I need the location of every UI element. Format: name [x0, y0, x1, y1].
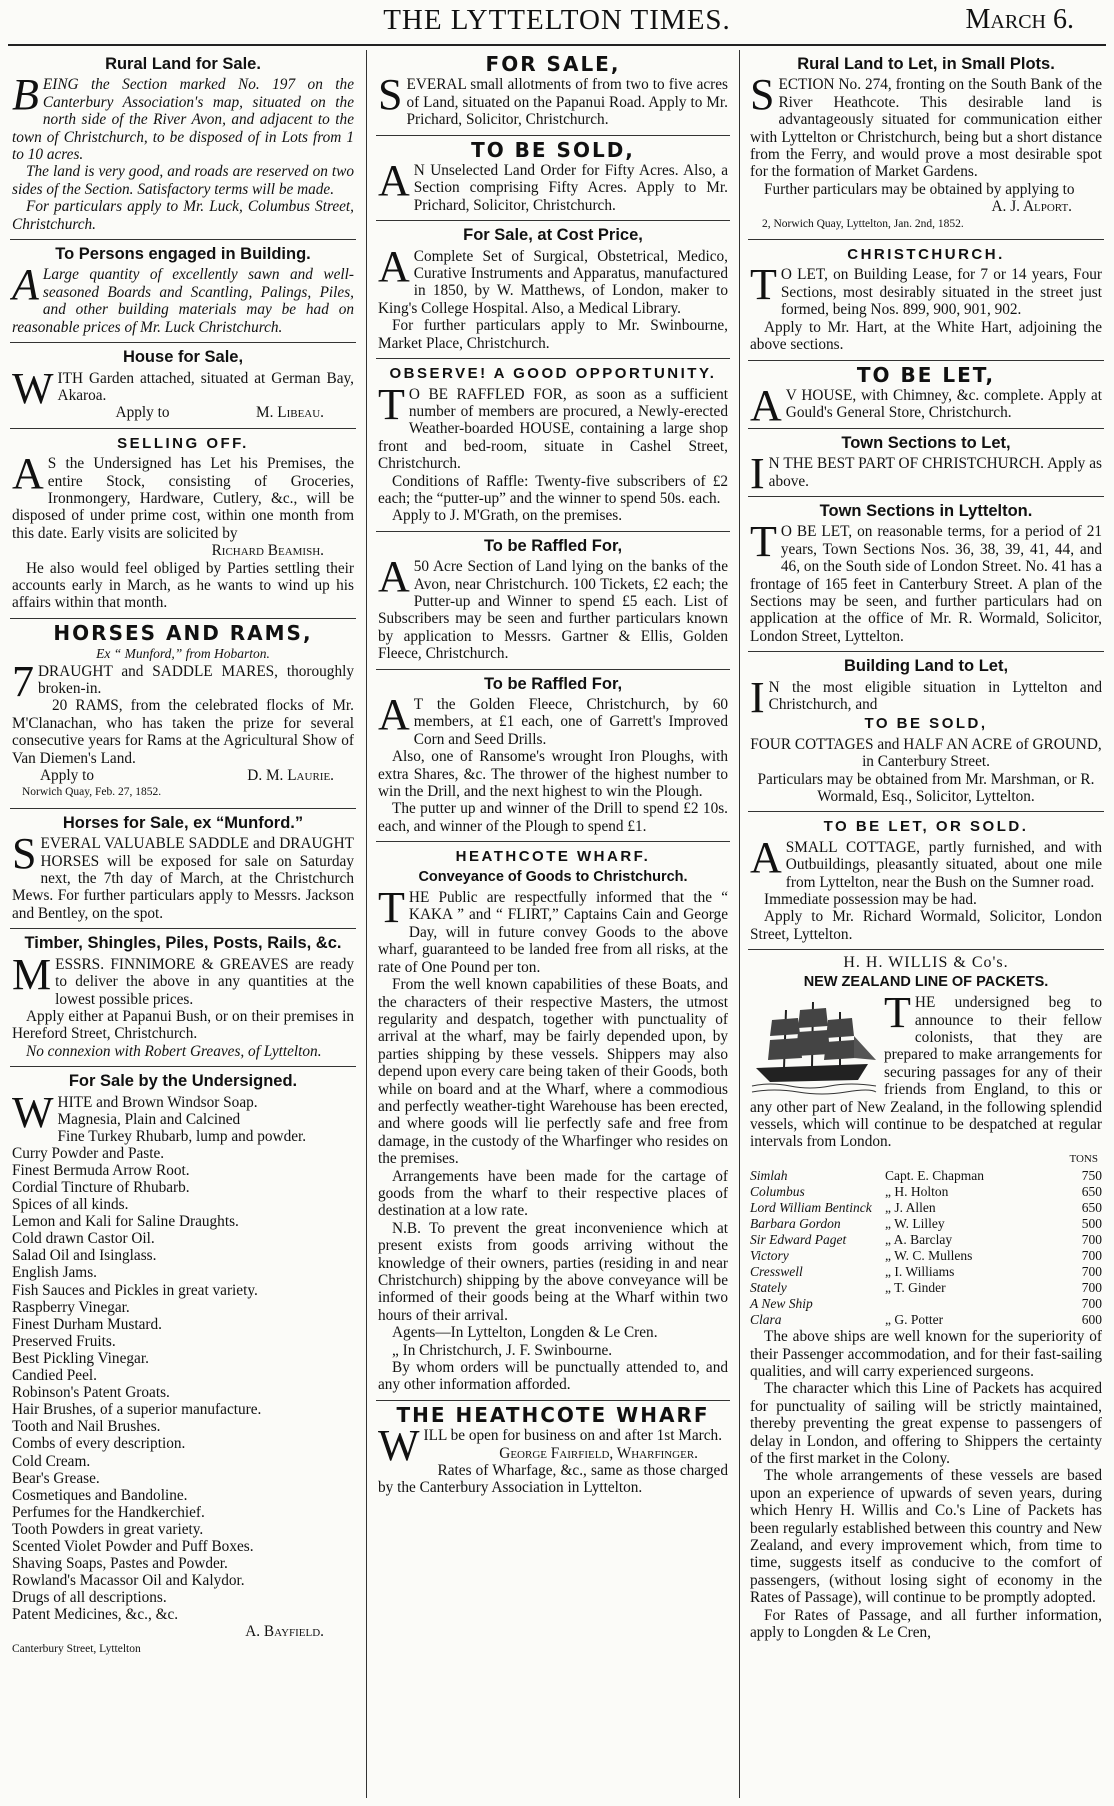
ad-text: Rates of Wharfage, &c., same as those charged by the Canterbury Association in Lyttelton.: [378, 1462, 728, 1497]
masthead: [0, 0, 1114, 40]
ship-row: Sir Edward Paget „ A. Barclay 700: [750, 1232, 1102, 1248]
ad-text: Apply either at Papanui Bush, or on their premises in Hereford Street, Christchurch.: [12, 1007, 354, 1043]
advertiser-signature: A. J. Alport.: [991, 198, 1072, 216]
agents-line: Agents—In Lyttelton, Longden & Le Cren.: [392, 1324, 658, 1342]
ship-row: Barbara Gordon „ W. Lilley 500: [750, 1216, 1102, 1232]
list-item: Combs of every description.: [12, 1435, 186, 1453]
newspaper-title: THE LYTTELTON TIMES.: [383, 4, 731, 36]
issue-date: March 6.: [965, 4, 1074, 35]
advertiser-signature: A. Bayfield.: [245, 1623, 324, 1641]
ad-text: EVERAL small allotments of from two to five acres of Land, situated on the Papanui Road. Apply to Mr. Prichard, Solicitor, Christchurch.: [406, 76, 728, 129]
ad-text: DRAUGHT and SADDLE MARES, thoroughly broken-in.: [38, 662, 354, 697]
ad-heading: SELLING OFF.: [117, 434, 249, 452]
ad-timber: [10, 929, 356, 1067]
list-item: Raspberry Vinegar.: [12, 1298, 130, 1316]
ad-heading: H. H. WILLIS & Co's.: [843, 954, 1009, 972]
ad-raffle-house: [376, 359, 730, 532]
ship-row: Clara „ G. Potter 600: [750, 1312, 1102, 1328]
ad-text: For Rates of Passage, and all further information, apply to Longden & Le Cren,: [750, 1606, 1102, 1642]
drop-cap: A: [750, 832, 782, 882]
ad-heading: FOR SALE,: [485, 52, 621, 76]
list-item: Fish Sauces and Pickles in great variety.: [12, 1281, 258, 1299]
ad-text: Apply to Mr. Richard Wormald, Solicitor, London Street, Lyttelton.: [750, 908, 1102, 943]
ad-text: The character which this Line of Packets has acquired for punctuality of sailing will be strictly maintained, thereby preventing the great expense to passengers of delay in London, and offering to Shippers the certainty of the first market in the Colony.: [750, 1380, 1102, 1467]
ship-row: Cresswell „ I. Williams 700: [750, 1264, 1102, 1280]
ad-christchurch-lease: [748, 240, 1104, 360]
ad-text: O BE LET, on reasonable terms, for a period of 21 years, Town Sections Nos. 36, 38, 39, 41, 44, and 46, on the South side of London Street. No. 41 has a frontage of 165 feet in Canterbury Street. A plan of the Sections may be seen, and further particulars had on application at the office of Mr. R. Wormald, Solicitor, London Street, Lyttelton.: [750, 523, 1102, 645]
ad-text: Arrangements have been made for the cartage of goods from the wharf to their respective places of destination at a low rate.: [378, 1167, 728, 1220]
drop-cap: T: [750, 517, 777, 567]
ship-row: Lord William Bentinck „ J. Allen 650: [750, 1200, 1102, 1216]
ad-text: For particulars apply to Mr. Luck, Columbus Street, Christchurch.: [12, 198, 354, 233]
ad-text: N THE BEST PART OF CHRISTCHURCH. Apply as above.: [768, 455, 1102, 490]
ad-heading: OBSERVE! A GOOD OPPORTUNITY.: [389, 365, 717, 383]
ad-text: ESSRS. FINNIMORE & GREAVES are ready to deliver the above in any quantities at the lowest possible prices.: [55, 955, 354, 1008]
ad-text: SMALL COTTAGE, partly furnished, and with Outbuildings, pleasantly situated, about one mile from Lyttelton, near the Bush on the Sumner road.: [785, 838, 1102, 891]
list-item: Cosmetiques and Bandoline.: [12, 1486, 188, 1504]
advertiser-signature: George Fairfield, Wharfinger.: [499, 1444, 698, 1462]
ad-heading: Building Land to Let,: [843, 657, 1009, 676]
drop-cap: S: [378, 70, 403, 120]
ad-date: Norwich Quay, Feb. 27, 1852.: [22, 786, 162, 799]
ad-heading: Horses for Sale, ex “Munford.”: [62, 813, 304, 832]
ad-text: The putter up and winner of the Drill to spend £2 10s. each, and winner of the Plough to spend £1.: [378, 800, 728, 835]
ad-text: Complete Set of Surgical, Obstetrical, Medico, Curative Instruments and Apparatus, manufactured in 1850, by W. Matthews, of London, maker to King's College Hospital. Also, a Medical Library.: [378, 247, 728, 317]
list-item: Fine Turkey Rhubarb, lump and powder.: [57, 1127, 307, 1145]
list-item: Curry Powder and Paste.: [12, 1144, 165, 1162]
advertiser-signature: M. Libeau.: [255, 404, 324, 422]
ad-text: ILL be open for business on and after 1st March.: [423, 1427, 723, 1445]
ad-text: Immediate possession may be had.: [764, 891, 977, 909]
drop-cap: A: [12, 449, 44, 499]
ad-to-be-let-house: [748, 361, 1104, 429]
drop-cap: T: [750, 260, 777, 310]
ad-text: Apply to Mr. Hart, at the White Hart, adjoining the above sections.: [750, 318, 1102, 354]
list-item: HITE and Brown Windsor Soap.: [57, 1093, 258, 1111]
ad-horses-and-rams: [10, 619, 356, 809]
ad-raffle-land: [376, 532, 730, 670]
ships-table: [750, 1168, 1102, 1328]
list-item: Rowland's Macassor Oil and Kalydor.: [12, 1572, 245, 1590]
list-item: Lemon and Kali for Saline Draughts.: [12, 1213, 239, 1231]
ad-text: Apply to J. M'Grath, on the premises.: [392, 507, 623, 525]
ad-rural-land-to-let: [748, 50, 1104, 240]
list-item: Spices of all kinds.: [12, 1196, 129, 1214]
ad-text: From the well known capabilities of these Boats, and the characters of their respective Masters, the utmost regularity and despatch, together with punctuality of arrival at the wharf, may be fairly depended upon, by parties shipping by these vessels. Shippers may also depend upon every care being taken of their Goods, both while on board and at the Wharf, where a commodious and perfectly weather-tight Warehouse has been erected, and where goods will lie perfectly safe and free from damage, in the custody of the Wharfinger who resides on the premises.: [378, 976, 728, 1168]
drop-cap: 7: [12, 656, 34, 706]
ad-text: HE Public are respectfully informed that the “ KAKA ” and “ FLIRT,” Captains Cain and George Day, will in future convey Goods to the above wharf, guaranteed to be landed free from all risks, at the rate of One Pound per ton.: [378, 889, 728, 976]
ad-town-sections-let: [748, 429, 1104, 497]
ad-heading: To be Raffled For,: [483, 536, 623, 555]
ship-row: Columbus „ H. Holton 650: [750, 1184, 1102, 1200]
column-3: [748, 50, 1104, 1798]
ad-cost-price: [376, 221, 730, 359]
ad-building-land: [748, 652, 1104, 812]
drop-cap: W: [378, 1421, 420, 1471]
ad-heading: HORSES AND RAMS,: [53, 620, 313, 645]
ad-text: The above ships are well known for the superiority of their Passenger accommodation, and for their fast-sailing qualities, and will carry experienced surgeons.: [750, 1328, 1102, 1380]
list-item: Candied Peel.: [12, 1367, 97, 1385]
list-item: Hair Brushes, of a superior manufacture.: [12, 1401, 262, 1419]
list-item: Preserved Fruits.: [12, 1332, 116, 1350]
ad-heading: House for Sale,: [122, 348, 244, 367]
list-item: Scented Violet Powder and Puff Boxes.: [12, 1537, 254, 1555]
column-divider: [366, 50, 367, 1798]
ad-heading: Town Sections to Let,: [841, 433, 1011, 452]
apply-label: Apply to: [115, 404, 170, 422]
ad-heathcote-wharf: [376, 842, 730, 1401]
ad-raffle-drill: [376, 670, 730, 843]
ad-text: Further particulars may be obtained by applying to: [764, 180, 1075, 198]
drop-cap: A: [378, 552, 410, 602]
drop-cap: W: [12, 363, 54, 413]
ad-heading: HEATHCOTE WHARF.: [455, 848, 651, 866]
sailing-ship-icon: [750, 996, 878, 1096]
drop-cap: B: [12, 70, 39, 120]
ad-text: N the most eligible situation in Lyttelton and Christchurch, and: [768, 678, 1102, 713]
ad-date: 2, Norwich Quay, Lyttelton, Jan. 2nd, 1852.: [762, 217, 964, 230]
ad-text: By whom orders will be punctually attended to, and any other information afforded.: [378, 1359, 728, 1394]
ad-text: T the Golden Fleece, Christchurch, by 60 members, at £1 each, one of Garrett's Improved Corn and Seed Drills.: [413, 696, 728, 748]
drop-cap: T: [884, 988, 911, 1038]
drop-cap: S: [12, 829, 37, 879]
ad-for-sale-allotments: [376, 50, 730, 136]
ad-text: The whole arrangements of these vessels are based upon an experience of upwards of seven years, during which Henry H. Willis and Co.'s Line of Packets has been regularly established between this country and New Zealand, and every improvement which, from time to time, suggests itself as conducive to the comfort of passengers, (without losing sight of economy in the Rates of Passage), will continue to be promptly adopted.: [750, 1467, 1102, 1607]
ad-subheading: NEW ZEALAND LINE OF PACKETS.: [803, 973, 1049, 990]
column-1: [10, 50, 356, 1798]
ad-text: ITH Garden attached, situated at German Bay, Akaroa.: [57, 369, 354, 404]
list-item: Patent Medicines, &c., &c.: [12, 1606, 179, 1624]
ad-text: N.B. To prevent the great inconvenience which at present exists from goods arriving without the knowledge of their owners, parties (residing in and near Christchurch) shipping by the above conveyance will be informed of their goods being at the Wharf within two hours of their arrival.: [378, 1219, 728, 1324]
ad-small-cottage: [748, 812, 1104, 950]
ad-heading: To Persons engaged in Building.: [55, 245, 311, 264]
column-divider: [739, 50, 740, 1798]
drop-cap: A: [750, 380, 782, 430]
ad-town-sections-lyttelton: [748, 497, 1104, 652]
list-item: English Jams.: [12, 1264, 97, 1282]
ad-place: Canterbury Street, Lyttelton: [12, 1642, 141, 1655]
list-item: Tooth Powders in great variety.: [12, 1520, 204, 1538]
list-item: Finest Bermuda Arrow Root.: [12, 1161, 190, 1179]
ad-text: O BE RAFFLED FOR, as soon as a sufficient number of members are procured, a Newly-erected Weather-boarded HOUSE, containing a large shop front and bed-room, situate in Cashel Street, Christchurch.: [378, 385, 728, 473]
ad-heading: Rural Land for Sale.: [105, 55, 261, 73]
drop-cap: S: [750, 70, 775, 120]
tons-label: TONS: [1069, 1152, 1098, 1165]
ad-text: Large quantity of excellently sawn and well-seasoned Boards and Scantling, Palings, Piles, and other building materials may be had on reasonable prices of Mr. Luck Christchurch.: [12, 266, 354, 336]
list-item: Tooth and Nail Brushes.: [12, 1418, 161, 1436]
ship-row: Victory „ W. C. Mullens 700: [750, 1248, 1102, 1264]
ad-heading: Rural Land to Let, in Small Plots.: [797, 55, 1055, 73]
ad-heading: TO BE LET,: [856, 362, 996, 387]
drop-cap: T: [378, 883, 405, 933]
ad-to-be-sold: [376, 136, 730, 222]
ad-text: V HOUSE, with Chimney, &c. complete. Apply at Gould's General Store, Christchurch.: [785, 386, 1102, 422]
drop-cap: I: [750, 449, 765, 499]
ad-heading: TO BE LET, OR SOLD.: [823, 818, 1029, 836]
advertiser-signature: D. M. Laurie.: [247, 767, 334, 785]
ad-subheading: Ex “ Munford,” from Hobarton.: [96, 646, 270, 662]
list-item: Cordial Tincture of Rhubarb.: [12, 1179, 190, 1196]
list-item: Shaving Soaps, Pastes and Powder.: [12, 1555, 228, 1573]
ad-text: EVERAL VALUABLE SADDLE and DRAUGHT HORSES will be exposed for sale on Saturday next, the 7th day of March, at the Christchurch Mews. For further particulars apply to Messrs. Jackson and Bentley, on the spot.: [12, 835, 354, 922]
ad-for-sale-undersigned: [10, 1067, 356, 1664]
ad-horses-for-sale: [10, 809, 356, 929]
ad-text: He also would feel obliged by Parties settling their accounts early in March, as he wants to wind up his affairs within that month.: [12, 559, 354, 612]
list-item: Bear's Grease.: [12, 1469, 100, 1487]
ad-text: Particulars may be obtained from Mr. Marshman, or R. Wormald, Esq., Solicitor, Lyttelton.: [757, 770, 1095, 806]
ad-selling-off: [10, 429, 356, 619]
drop-cap: I: [750, 672, 765, 722]
ad-text: For further particulars apply to Mr. Swinbourne, Market Place, Christchurch.: [378, 317, 728, 352]
ad-rural-land-for-sale: [10, 50, 356, 240]
ad-subheading: Conveyance of Goods to Christchurch.: [418, 868, 688, 885]
apply-label: Apply to: [40, 767, 94, 785]
ad-heading: THE HEATHCOTE WHARF: [396, 1402, 710, 1427]
list-item: Salad Oil and Isinglass.: [12, 1247, 157, 1265]
drop-cap: A: [378, 241, 410, 291]
agents-line: „ In Christchurch, J. F. Swinbourne.: [392, 1341, 613, 1359]
ad-heading: For Sale, at Cost Price,: [463, 226, 643, 245]
ship-row: Stately „ T. Ginder 700: [750, 1280, 1102, 1296]
ad-text: 20 RAMS, from the celebrated flocks of Mr. M'Clanachan, who has taken the prize for several consecutive years for Rams at the Agricultural Show of Van Diemen's Land.: [12, 697, 354, 767]
ad-text: No connexion with Robert Greaves, of Lyttelton.: [26, 1042, 322, 1060]
list-item: Best Pickling Vinegar.: [12, 1349, 149, 1367]
list-item: Magnesia, Plain and Calcined: [57, 1110, 241, 1128]
ad-text: S the Undersigned has Let his Premises, the entire Stock, consisting of Groceries, Ironmongery, Hardware, Cutlery, &c., will be disposed of under prime cost, within one month from this date. Early visits are solicited by: [12, 455, 354, 542]
list-item: Cold drawn Castor Oil.: [12, 1230, 155, 1248]
ad-heathcote-wharf-open: [376, 1401, 730, 1503]
ad-willis-packets: [748, 950, 1104, 1647]
ad-text: Conditions of Raffle: Twenty-five subscribers of £2 each; the “putter-up” and the winner to spend 50s. each.: [378, 472, 728, 507]
ad-heading: To be Raffled For,: [483, 674, 623, 693]
list-item: Finest Durham Mustard.: [12, 1315, 162, 1333]
drop-cap: M: [12, 949, 52, 999]
ship-row: A New Ship 700: [750, 1296, 1102, 1312]
ad-text: EING the Section marked No. 197 on the Canterbury Association's map, situated on the north side of the River Avon, and adjacent to the town of Christchurch, to be disposed of in Lots from 1 to 10 acres.: [12, 76, 354, 164]
ad-heading: CHRISTCHURCH.: [847, 246, 1005, 264]
list-item: Cold Cream.: [12, 1452, 91, 1470]
ad-subheading: TO BE SOLD,: [864, 715, 988, 733]
list-item: Drugs of all descriptions.: [12, 1589, 167, 1607]
ad-house-for-sale: [10, 343, 356, 429]
ad-text: O LET, on Building Lease, for 7 or 14 years, Four Sections, most desirably situated in the street just formed, being Nos. 899, 900, 901, 902.: [780, 266, 1102, 319]
ship-row: Simlah Capt. E. Chapman 750: [750, 1168, 1102, 1184]
ad-text: The land is very good, and roads are reserved on two sides of the Section. Satisfactory terms will be made.: [12, 163, 354, 198]
list-item: Perfumes for the Handkerchief.: [12, 1503, 205, 1521]
ad-heading: Town Sections in Lyttelton.: [819, 501, 1033, 520]
drop-cap: T: [378, 379, 405, 429]
ad-text: ECTION No. 274, fronting on the South Bank of the River Heathcote. This desirable land is advantageously situated for communication either with Lyttelton or Christchurch, being but a short distance from the Ferry, and would prove a most desirable spot for the formation of Market Gardens.: [750, 76, 1102, 181]
advertiser-signature: Richard Beamish.: [211, 542, 324, 560]
drop-cap: A: [378, 156, 410, 206]
drop-cap: W: [12, 1087, 54, 1137]
ad-text: N Unselected Land Order for Fifty Acres. Also, a Section comprising Fifty Acres. Apply to Mr. Prichard, Solicitor, Christchurch.: [413, 162, 728, 214]
ad-text: FOUR COTTAGES and HALF AN ACRE of GROUND, in Canterbury Street.: [750, 735, 1102, 771]
ad-heading: TO BE SOLD,: [471, 137, 635, 162]
masthead-rule: [8, 44, 1106, 46]
column-2: [376, 50, 730, 1798]
ad-text: 50 Acre Section of Land lying on the banks of the Avon, near Christchurch. 100 Tickets, £2 each; the Putter-up and Winner to spend £5 each. List of Subscribers may be seen and further particulars known by application to Messrs. Gartner & Ellis, Golden Fleece, Christchurch.: [378, 558, 728, 663]
ad-heading: For Sale by the Undersigned.: [68, 1072, 298, 1091]
ad-heading: Timber, Shingles, Piles, Posts, Rails, &c.: [24, 934, 342, 953]
list-item: Robinson's Patent Groats.: [12, 1384, 170, 1402]
drop-cap: A: [378, 690, 410, 739]
ad-building-materials: [10, 240, 356, 343]
drop-cap: A: [12, 260, 39, 310]
goods-list: [12, 1087, 354, 1624]
ad-text: HE undersigned beg to announce to their fellow colonists, that they are prepared to make arrangements for securing passages for any of their friends from England, to this or any other part of New Zealand, in the following splendid vessels, which will continue to be despatched at regular intervals from London.: [750, 994, 1102, 1151]
ad-text: Also, one of Ransome's wrought Iron Ploughs, with extra Shares, &c. The thrower of the highest number to win the Drill, and the next highest to win the Plough.: [378, 748, 728, 801]
